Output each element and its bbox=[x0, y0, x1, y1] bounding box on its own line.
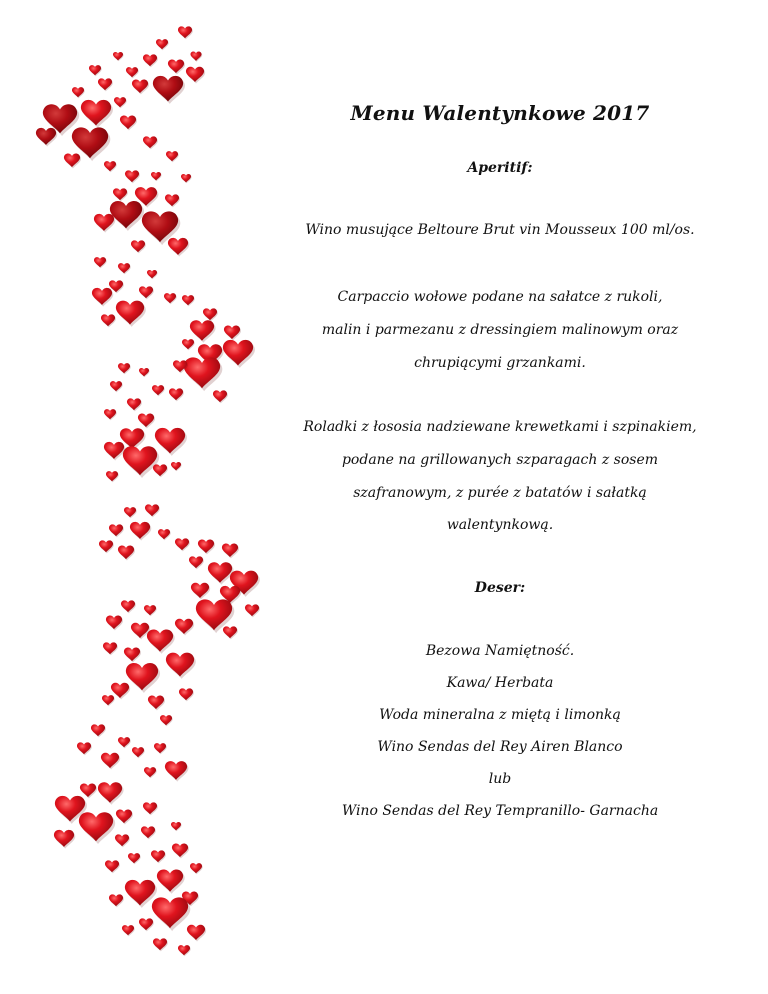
heart-icon bbox=[72, 87, 84, 97]
heart-icon bbox=[186, 67, 204, 82]
heart-icon bbox=[118, 263, 130, 273]
heart-icon bbox=[125, 170, 139, 182]
heart-icon bbox=[94, 214, 114, 231]
heart-icon bbox=[165, 194, 179, 206]
starter-line: malin i parmezanu z dressingiem malinowym oraz bbox=[321, 322, 679, 338]
heart-icon bbox=[171, 462, 181, 471]
heart-icon bbox=[101, 753, 119, 768]
heart-icon bbox=[123, 446, 157, 475]
heart-icon bbox=[154, 743, 166, 753]
heart-icon bbox=[98, 78, 112, 90]
heart-icon bbox=[106, 471, 118, 481]
heart-icon bbox=[171, 822, 181, 831]
heart-icon bbox=[79, 812, 113, 841]
heart-icon bbox=[153, 938, 167, 950]
heart-icon bbox=[121, 600, 135, 612]
menu-title: Menu Walentynkowe 2017 bbox=[350, 101, 650, 125]
dessert-item: Bezowa Namiętność. bbox=[425, 643, 575, 659]
heart-icon bbox=[144, 767, 156, 777]
heart-icon bbox=[116, 810, 132, 824]
heart-icon bbox=[118, 546, 134, 560]
heart-icon bbox=[122, 925, 134, 935]
heart-icon bbox=[72, 127, 108, 158]
heart-icon bbox=[64, 154, 80, 168]
heart-icon bbox=[190, 320, 214, 341]
heart-icon bbox=[113, 188, 127, 200]
heart-icon bbox=[164, 293, 176, 303]
dessert-heading: Deser: bbox=[474, 580, 526, 596]
heart-icon bbox=[109, 524, 123, 536]
hearts-cascade-icon bbox=[0, 0, 280, 994]
heart-icon bbox=[116, 301, 144, 325]
heart-icon bbox=[109, 894, 123, 906]
heart-icon bbox=[208, 562, 232, 583]
heart-icon bbox=[124, 507, 136, 517]
heart-icon bbox=[77, 742, 91, 754]
heart-icon bbox=[147, 629, 173, 651]
heart-icon bbox=[148, 696, 164, 710]
heart-icon bbox=[139, 918, 153, 930]
heart-icon bbox=[120, 116, 136, 130]
heart-icon bbox=[128, 853, 140, 863]
heart-icon bbox=[166, 653, 194, 677]
heart-icon bbox=[94, 257, 106, 267]
heart-icon bbox=[190, 52, 201, 61]
heart-icon bbox=[99, 540, 113, 552]
heart-icon bbox=[118, 363, 130, 373]
heart-icon bbox=[127, 398, 141, 410]
heart-icon bbox=[222, 544, 238, 558]
heart-icon bbox=[132, 747, 144, 757]
heart-icon bbox=[157, 869, 183, 891]
heart-icon bbox=[224, 326, 240, 340]
heart-icon bbox=[118, 737, 130, 747]
heart-icon bbox=[110, 201, 142, 228]
heart-icon bbox=[124, 648, 140, 662]
heart-icon bbox=[153, 76, 183, 102]
heart-icon bbox=[102, 695, 114, 705]
heart-icon bbox=[139, 368, 149, 377]
heart-icon bbox=[143, 802, 157, 814]
heart-icon bbox=[126, 67, 138, 77]
heart-icon bbox=[179, 688, 193, 700]
heart-icon bbox=[104, 409, 116, 419]
dessert-item: Wino Sendas del Rey Tempranillo- Garnacha bbox=[341, 803, 659, 819]
heart-icon bbox=[168, 60, 184, 74]
heart-icon bbox=[36, 128, 56, 145]
main-course-line: walentynkową. bbox=[446, 517, 554, 533]
heart-icon bbox=[89, 65, 101, 75]
heart-icon bbox=[166, 151, 178, 161]
heart-icon bbox=[223, 340, 253, 366]
heart-icon bbox=[132, 80, 148, 94]
heart-icon bbox=[175, 538, 189, 550]
menu-content bbox=[250, 0, 750, 994]
main-course-line: podane na grillowanych szparagach z sosem bbox=[341, 452, 659, 468]
heart-icon bbox=[155, 428, 185, 454]
heart-icon bbox=[80, 784, 96, 798]
heart-icon bbox=[143, 54, 157, 66]
heart-icon bbox=[110, 381, 122, 391]
heart-icon bbox=[115, 834, 129, 846]
dessert-item: Wino Sendas del Rey Airen Blanco bbox=[377, 739, 623, 755]
heart-icon bbox=[189, 556, 203, 568]
heart-icon bbox=[152, 385, 164, 395]
heart-icon bbox=[168, 238, 188, 255]
heart-icon bbox=[196, 599, 232, 630]
heart-icon bbox=[92, 288, 112, 305]
heart-icon bbox=[125, 880, 155, 906]
heart-icon bbox=[114, 97, 126, 107]
heart-icon bbox=[198, 540, 214, 554]
heart-icon bbox=[152, 897, 188, 928]
heart-icon bbox=[182, 339, 194, 349]
heart-icon bbox=[131, 240, 145, 252]
heart-icon bbox=[131, 623, 149, 638]
heart-icon bbox=[139, 286, 153, 298]
heart-icon bbox=[175, 619, 193, 634]
heart-icon bbox=[105, 860, 119, 872]
heart-icon bbox=[213, 390, 227, 402]
heart-icon bbox=[153, 464, 167, 476]
heart-icon bbox=[178, 945, 190, 955]
heart-icon bbox=[104, 161, 116, 171]
heart-icon bbox=[126, 663, 158, 690]
aperitif-heading: Aperitif: bbox=[467, 160, 533, 176]
heart-icon bbox=[190, 863, 202, 873]
heart-icon bbox=[143, 136, 157, 148]
dessert-item: Kawa/ Herbata bbox=[446, 675, 554, 691]
heart-icon bbox=[144, 605, 156, 615]
heart-icon bbox=[158, 529, 170, 539]
heart-icon bbox=[111, 683, 129, 698]
heart-icon bbox=[103, 642, 117, 654]
heart-icon bbox=[113, 52, 123, 61]
heart-icon bbox=[160, 715, 172, 725]
heart-icon bbox=[172, 844, 188, 858]
heart-icon bbox=[138, 414, 154, 428]
starter-line: Carpaccio wołowe podane na sałatce z rukoli, bbox=[337, 289, 663, 305]
heart-icon bbox=[181, 174, 191, 183]
starter-line: chrupiącymi grzankami. bbox=[414, 355, 586, 371]
main-course-line: szafranowym, z purée z batatów i sałatką bbox=[353, 485, 647, 501]
aperitif-item: Wino musujące Beltoure Brut vin Mousseux 100 ml/os. bbox=[305, 222, 695, 238]
heart-icon bbox=[156, 39, 168, 49]
heart-icon bbox=[151, 172, 161, 181]
heart-icon bbox=[101, 314, 115, 326]
heart-icon bbox=[54, 830, 74, 847]
heart-icon bbox=[151, 850, 165, 862]
heart-icon bbox=[182, 295, 194, 305]
heart-icon bbox=[169, 388, 183, 400]
heart-icon bbox=[191, 583, 209, 598]
heart-icon bbox=[130, 522, 150, 539]
hearts-group bbox=[36, 26, 260, 956]
heart-icon bbox=[141, 826, 155, 838]
dessert-item: Woda mineralna z miętą i limonką bbox=[379, 707, 621, 723]
heart-icon bbox=[81, 100, 111, 126]
heart-icon bbox=[178, 26, 192, 38]
heart-icon bbox=[203, 308, 217, 320]
heart-icon bbox=[91, 724, 105, 736]
dessert-item: lub bbox=[488, 771, 512, 787]
heart-icon bbox=[165, 761, 187, 780]
heart-icon bbox=[145, 504, 159, 516]
heart-icon bbox=[147, 270, 157, 279]
heart-icon bbox=[142, 211, 178, 242]
main-course-line: Roladki z łososia nadziewane krewetkami i szpinakiem, bbox=[303, 419, 697, 435]
heart-icon bbox=[184, 357, 220, 388]
heart-icon bbox=[187, 925, 205, 940]
heart-icon bbox=[106, 616, 122, 630]
heart-icon bbox=[104, 442, 124, 459]
heart-icon bbox=[223, 626, 237, 638]
heart-icon bbox=[98, 782, 122, 803]
